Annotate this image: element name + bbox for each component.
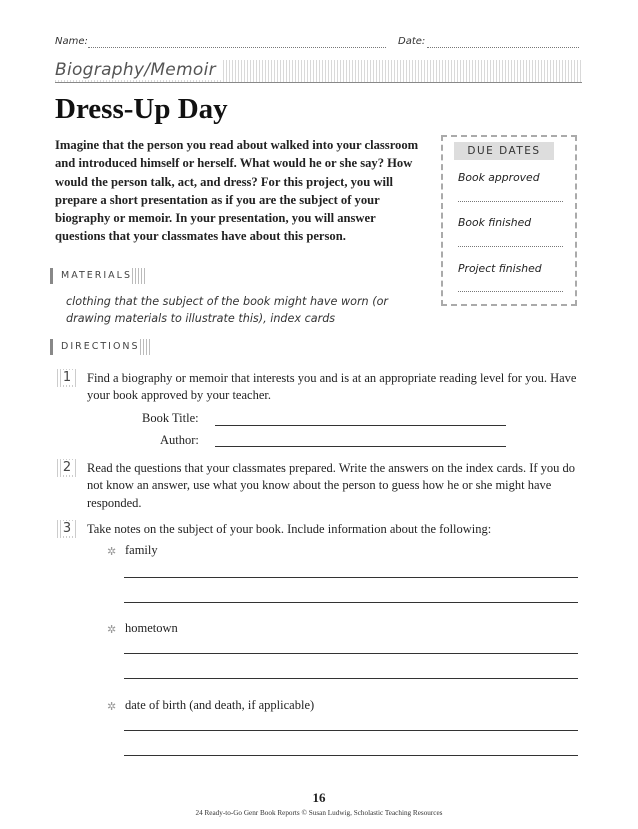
name-label: Name: (55, 36, 88, 47)
birth-line-2[interactable] (124, 755, 578, 756)
due-item-project-finished: Project finished (458, 262, 542, 275)
step-3-badge (57, 520, 77, 538)
due-item-book-finished: Book finished (458, 216, 532, 229)
note-family: family (125, 543, 158, 557)
directions-tab (50, 339, 152, 355)
name-field[interactable] (88, 47, 386, 48)
sun-bullet-icon: ✲ (107, 546, 117, 558)
book-title-field[interactable] (215, 425, 506, 426)
step-2-text: Read the questions that your classmates prepared. Write the answers on the index cards. If you do not know an answer, use what you know about the person to guess how he or she might have responded. (87, 461, 576, 510)
step-1-badge (57, 369, 77, 387)
step-3-text: Take notes on the subject of your book. Include information about the following: (87, 522, 492, 536)
birth-line-1[interactable] (124, 730, 578, 731)
due-line-book-approved[interactable] (458, 201, 563, 202)
date-label: Date: (398, 36, 426, 47)
book-title-label: Book Title: (142, 411, 199, 425)
materials-tab-stripe (132, 268, 146, 284)
materials-text: clothing that the subject of the book might have worn (or drawing materials to illustrate this), index cards (66, 295, 389, 325)
sun-bullet-icon: ✲ (107, 701, 117, 713)
family-line-1[interactable] (124, 577, 578, 578)
footer-credit: 24 Ready-to-Go Genr Book Reports © Susan Ludwig, Scholastic Teaching Resources (195, 809, 443, 817)
hometown-line-2[interactable] (124, 678, 578, 679)
hometown-line-1[interactable] (124, 653, 578, 654)
note-hometown: hometown (125, 621, 178, 635)
due-dates-heading: DUE DATES (454, 142, 554, 160)
materials-tab (50, 268, 146, 284)
section-heading: Biography/Memoir (55, 60, 222, 80)
directions-tab-stripe (140, 339, 152, 355)
step-2-number: 2 (62, 460, 72, 475)
step-2-badge (57, 459, 77, 477)
family-line-2[interactable] (124, 602, 578, 603)
page-number: 16 (312, 790, 326, 805)
intro-paragraph: Imagine that the person you read about walked into your classroom and introduced himself or herself. What would he or she say? How would the person talk, act, and dress? For this project, you will prepare a short presentation as if you are the subject of your biography or memoir. In your presentation, you will answer questions that your classmates have about this person. (55, 138, 419, 244)
sun-bullet-icon: ✲ (107, 624, 117, 636)
due-line-project-finished[interactable] (458, 291, 563, 292)
materials-label: MATERIALS (50, 268, 132, 284)
note-date-of-birth: date of birth (and death, if applicable) (125, 698, 315, 712)
due-item-book-approved: Book approved (458, 171, 540, 184)
page-title: Dress-Up Day (55, 93, 228, 125)
directions-label: DIRECTIONS (50, 339, 140, 355)
author-label: Author: (160, 433, 199, 447)
step-1-text: Find a biography or memoir that interests you and is at an appropriate reading level for you. Have your book approved by your teacher. (87, 371, 577, 403)
due-line-book-finished[interactable] (458, 246, 563, 247)
author-field[interactable] (215, 446, 506, 447)
step-1-number: 1 (62, 370, 72, 385)
date-field[interactable] (427, 47, 579, 48)
step-3-number: 3 (62, 521, 72, 536)
